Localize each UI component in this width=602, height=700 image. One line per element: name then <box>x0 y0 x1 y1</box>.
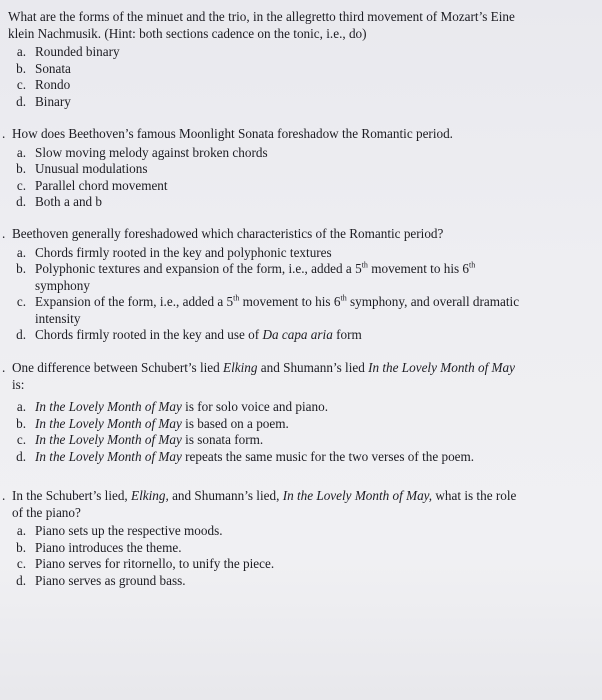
question-4-option-b[interactable]: b. In the Lovely Month of May is based on a poem. <box>16 415 289 431</box>
question-5-option-b[interactable]: b. Piano introduces the theme. <box>16 539 182 555</box>
question-2-option-b[interactable]: b. Unusual modulations <box>16 161 148 176</box>
question-5-stem: . In the Schubert’s lied, Elking, and Shumann’s lied, In the Lovely Month of May, what is the role of the piano? <box>2 488 517 520</box>
question-5-options <box>0 523 590 589</box>
question-1-option-b[interactable]: b. Sonata <box>16 60 71 76</box>
question-2 <box>0 126 590 211</box>
question-1-option-d[interactable]: d. Binary <box>16 93 71 109</box>
question-4-options <box>0 399 590 465</box>
question-3-option-c[interactable]: c. Expansion of the form, i.e., added a 5th movement to his 6th symphony, and overall dramatic intensity <box>16 293 520 326</box>
question-4 <box>0 360 590 465</box>
question-3-stem: . Beethoven generally foreshadowed which characteristics of the Romantic period? <box>2 226 444 241</box>
question-2-options <box>0 145 590 211</box>
question-4-option-d[interactable]: d. In the Lovely Month of May repeats the same music for the two verses of the poem. <box>16 448 475 464</box>
question-1-option-c[interactable]: c. Rondo <box>16 77 71 92</box>
question-5-option-c[interactable]: c. Piano serves for ritornello, to unify the piece. <box>16 556 275 571</box>
question-5-option-d[interactable]: d. Piano serves as ground bass. <box>16 572 186 588</box>
question-3 <box>0 226 590 344</box>
question-3-option-d[interactable]: d. Chords firmly rooted in the key and use of Da capa aria form <box>16 327 362 342</box>
question-5-option-a[interactable]: a. Piano sets up the respective moods. <box>16 523 223 538</box>
question-1-stem <box>0 9 590 42</box>
question-4-option-a[interactable]: a. In the Lovely Month of May is for solo voice and piano. <box>16 399 328 414</box>
question-2-option-a[interactable]: a. Slow moving melody against broken chords <box>16 144 268 160</box>
question-4-option-c[interactable]: c. In the Lovely Month of May is sonata form. <box>16 432 264 447</box>
question-1 <box>0 9 590 110</box>
question-4-stem: . One difference between Schubert’s lied Elking and Shumann’s lied In the Lovely Month of May is: <box>2 360 515 392</box>
question-2-stem: . How does Beethoven’s famous Moonlight Sonata foreshadow the Romantic period. <box>2 126 453 141</box>
question-3-options <box>0 245 590 344</box>
question-3-stem-text: Beethoven generally foreshadowed which characteristics of the Romantic period? <box>12 226 444 241</box>
question-1-options <box>0 44 590 110</box>
question-1-stem-line-2: klein Nachmusik. (Hint: both sections cadence on the tonic, i.e., do) <box>8 25 367 41</box>
question-1-option-a[interactable]: a. Rounded binary <box>16 44 120 59</box>
question-3-option-b[interactable]: b. Polyphonic textures and expansion of the form, i.e., added a 5th movement to his 6th symphony <box>16 260 476 293</box>
question-2-option-c[interactable]: c. Parallel chord movement <box>16 177 168 193</box>
question-2-stem-text: How does Beethoven’s famous Moonlight Sonata foreshadow the Romantic period. <box>12 126 453 141</box>
question-5 <box>0 488 590 589</box>
question-1-stem-line-1: What are the forms of the minuet and the trio, in the allegretto third movement of Mozart’s Eine <box>8 9 515 24</box>
question-3-option-a[interactable]: a. Chords firmly rooted in the key and polyphonic textures <box>16 244 332 260</box>
question-2-option-d[interactable]: d. Both a and b <box>16 194 103 209</box>
